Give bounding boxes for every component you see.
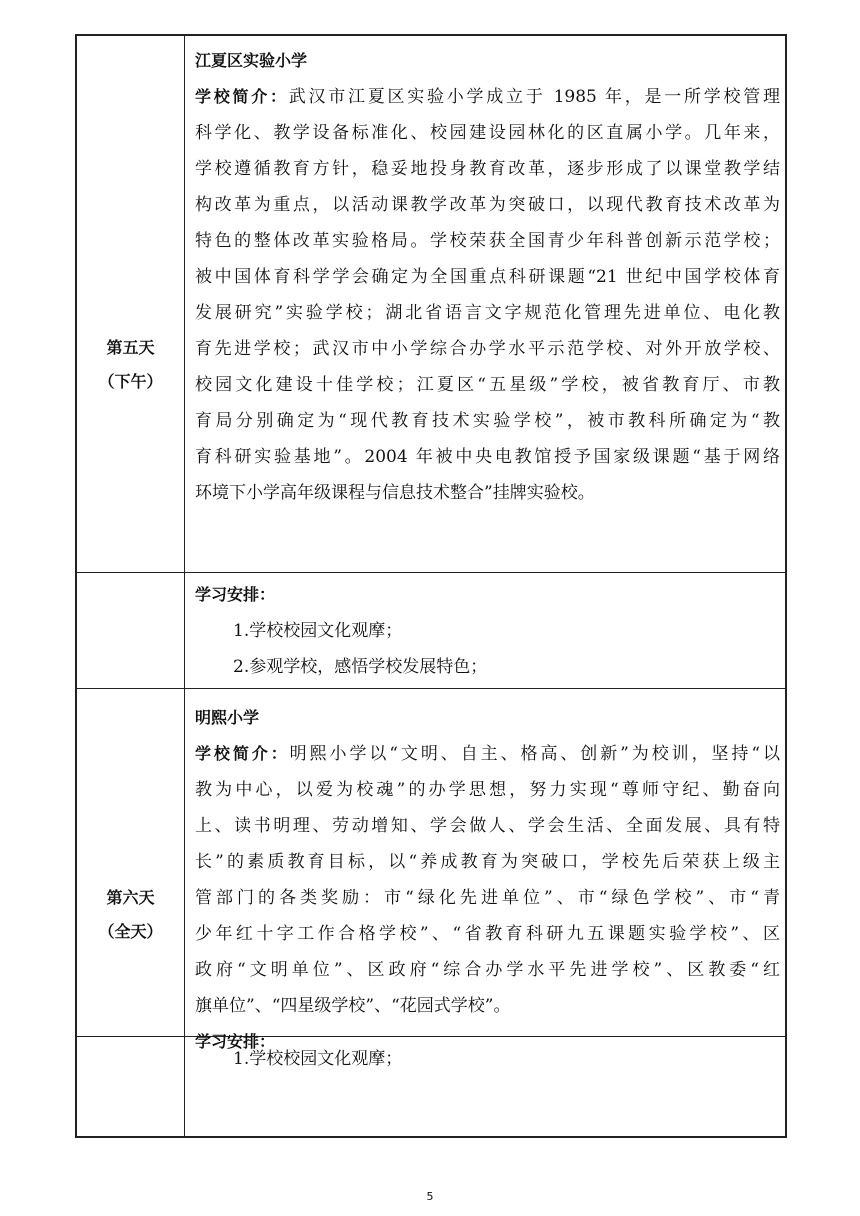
intro-line: 育科研实验基地”。2004 年被中央电教馆授予国家级课题“基于网络: [195, 447, 780, 467]
intro-line: 旗单位”、“四星级学校”、“花园式学校”。: [195, 996, 511, 1016]
intro-line: 科学化、教学设备标准化、校园建设园林化的区直属小学。几年来，: [195, 123, 780, 143]
time-label: （下午）: [98, 372, 163, 391]
intro-line: 育局分别确定为“现代教育技术实验学校”，被市教科所确定为“教: [195, 411, 780, 431]
arrangement-cell: [195, 577, 780, 685]
page-number: 5: [426, 1190, 434, 1203]
intro-line: 上、读书明理、劳动增知、学会做人、学会生活、全面发展、具有特: [195, 816, 780, 836]
intro-line: 育先进学校；武汉市中小学综合办学水平示范学校、对外开放学校、: [195, 339, 780, 359]
intro-line: 少年红十字工作合格学校”、“省教育科研九五课题实验学校”、区: [195, 924, 780, 944]
school-intro-cell: [195, 700, 780, 1060]
intro-label: 学校简介：: [195, 87, 289, 106]
day-cell-5: [77, 331, 184, 399]
intro-line: 政府“文明单位”、区政府“综合办学水平先进学校”、区教委“红: [195, 960, 780, 980]
intro-line: 发展研究”实验学校；湖北省语言文字规范化管理先进单位、电化教: [195, 303, 780, 323]
intro-line: 管部门的各类奖励：市“绿化先进单位”、市“绿色学校”、市“青: [195, 888, 780, 908]
intro-line: [195, 736, 780, 772]
intro-line: 校园文化建设十佳学校；江夏区“五星级”学校，被省教育厅、市教: [195, 375, 780, 395]
day-label: 第六天: [106, 888, 155, 907]
day-label: 第五天: [106, 338, 155, 357]
schedule-table: [75, 34, 787, 1138]
intro-line: 构改革为重点，以活动课教学改革为突破口，以现代教育技术改革为: [195, 195, 780, 215]
intro-line: 被中国体育科学学会确定为全国重点科研课题“21 世纪中国学校体育: [195, 267, 780, 287]
arrangement-label: 学习安排：: [195, 1032, 276, 1051]
intro-line: 特色的整体改革实验格局。学校荣获全国青少年科普创新示范学校；: [195, 231, 780, 251]
arrangement-cell: [195, 1041, 780, 1077]
arrangement-item: 1.学校校园文化观摩；: [233, 1049, 403, 1069]
school-name: 江夏区实验小学: [195, 51, 308, 70]
column-divider: [184, 36, 185, 1136]
intro-text: 明熙小学以“文明、自主、格高、创新”为校训，坚持“以: [289, 744, 780, 764]
arrangement-item: 1.学校校园文化观摩；: [233, 621, 403, 641]
school-name: 明熙小学: [195, 708, 260, 727]
intro-label: 学校简介：: [195, 744, 290, 763]
arrangement-item: 2.参观学校，感悟学校发展特色；: [233, 657, 488, 677]
school-intro-cell: [195, 43, 780, 511]
intro-line: 长”的素质教育目标，以“养成教育为突破口，学校先后荣获上级主: [195, 852, 780, 872]
intro-line: 环境下小学高年级课程与信息技术整合”挂牌实验校。: [195, 483, 595, 503]
row-divider: [77, 688, 785, 689]
intro-line: [195, 79, 780, 115]
time-label: （全天）: [98, 922, 163, 941]
arrangement-label: 学习安排：: [195, 585, 276, 604]
day-cell-6: [77, 881, 184, 949]
row-divider: [77, 572, 785, 573]
intro-text: 武汉市江夏区实验小学成立于 1985 年，是一所学校管理: [288, 87, 780, 107]
intro-line: 学校遵循教育方针，稳妥地投身教育改革，逐步形成了以课堂教学结: [195, 159, 780, 179]
intro-line: 教为中心，以爱为校魂”的办学思想，努力实现“尊师守纪、勤奋向: [195, 780, 780, 800]
